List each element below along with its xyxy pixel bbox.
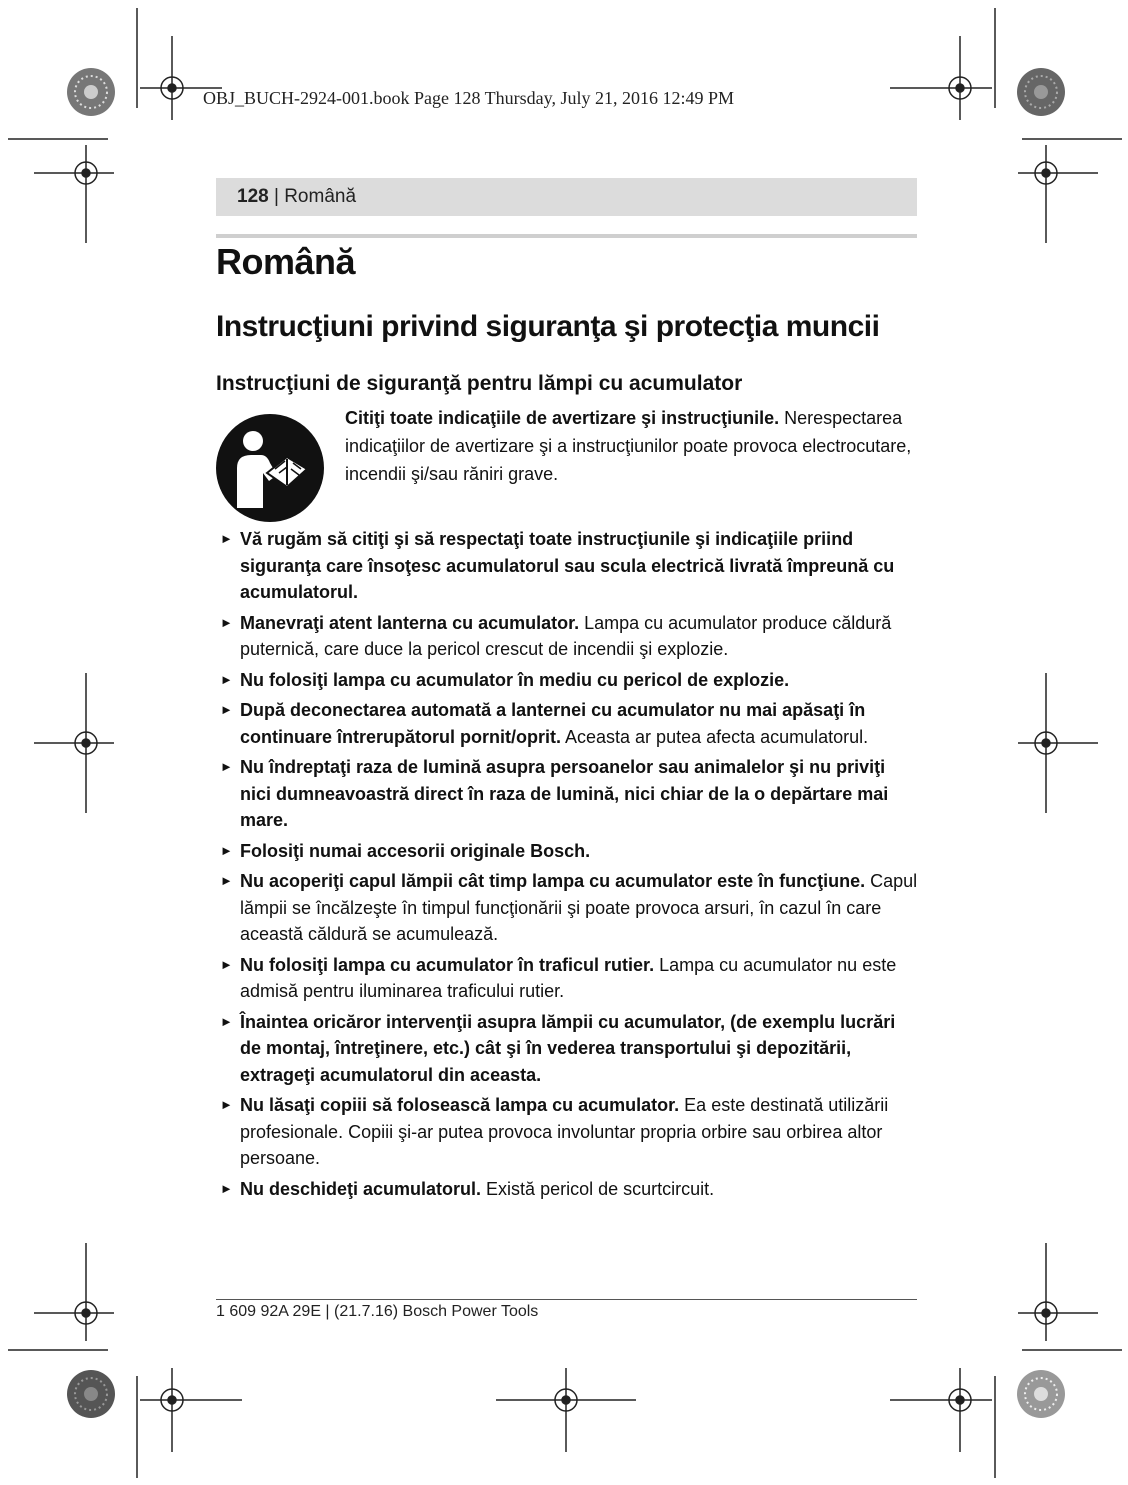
header-rule [216,234,917,238]
list-item [218,1176,920,1203]
item-bold: Nu acoperiţi capul lămpii cât timp lampa cu acumulator este în funcţiune. [240,871,866,891]
warning-paragraph [345,404,920,488]
list-item [218,1092,920,1172]
bullet-icon: ► [220,759,233,774]
item-text: Capul lămpii se încălzeşte în timpul funcţionării şi poate provoca arsuri, în cazul în care această căldură se acumulează. [240,871,918,944]
read-manual-icon [215,413,325,523]
list-item [218,754,920,834]
list-item [218,952,920,1005]
page-footer: 1 609 92A 29E | (21.7.16) Bosch Power Tools [216,1303,539,1320]
item-text: Lampa cu acumulator produce căldură puternică, care duce la pericol crescut de incendii şi explozie. [240,612,892,659]
item-text: Aceasta ar putea afecta acumulatorul. [561,726,869,747]
item-bold: Nu folosiţi lampa cu acumulator în mediu cu pericol de explozie. [240,669,790,690]
bullet-icon: ► [220,531,233,546]
item-text: Ea este destinată utilizării profesionale. Copiii şi-ar putea provoca involuntar propria orbire sau orbirea altor persoane. [240,1095,889,1168]
header-separator: | [268,186,285,207]
bullet-icon: ► [220,842,233,858]
list-item [218,610,920,663]
page-number: 128 [237,186,269,207]
list-item [218,838,920,865]
page-title: Română [216,241,356,282]
footer-rule [216,1299,917,1300]
page-header-text [237,186,356,208]
item-bold: Înaintea oricăror intervenţii asupra lămpii cu acumulator, (de exemplu lucrări de montaj, întreţinere, etc.) cât şi în vederea transportului şi depozitării, extrageţi acumulatorul din aceasta. [240,1011,896,1085]
page-header-bar [216,178,917,216]
list-item [218,697,920,750]
item-text: Există pericol de scurtcircuit. [481,1178,715,1199]
bullet-icon: ► [220,614,233,630]
item-bold: Folosiţi numai accesorii originale Bosch. [240,840,591,861]
item-bold: Nu lăsaţi copiii să folosească lampa cu acumulator. [240,1095,680,1115]
bullet-icon: ► [220,1097,233,1112]
warning-text: Nerespectarea indicaţiilor de avertizare şi a instrucţiunilor poate provoca electrocutare, incendii şi/sau răniri grave. [345,408,912,484]
warning-bold: Citiţi toate indicaţiile de avertizare şi instrucţiunile. [345,408,780,428]
book-slug-line: OBJ_BUCH-2924-001.book Page 128 Thursday, July 21, 2016 12:49 PM [203,88,735,108]
item-bold: Manevraţi atent lanterna cu acumulator. [240,612,580,633]
bullet-icon: ► [220,873,233,888]
item-bold: Nu deschideţi acumulatorul. [240,1178,482,1199]
list-item [218,526,920,606]
list-item [218,667,920,694]
bullet-icon: ► [220,1180,233,1196]
item-text: Lampa cu acumulator nu este admisă pentru iluminarea traficului rutier. [240,954,897,1001]
item-bold: Nu îndreptaţi raza de lumină asupra persoanelor sau animalelor şi nu priviţi nici dumneavoastră direct în raza de lumină, nici chiar de la o depărtare mai mare. [240,757,889,830]
bullet-icon: ► [220,702,233,717]
bullet-icon: ► [220,956,233,972]
list-item [218,1009,920,1089]
bullet-icon: ► [220,1013,233,1029]
subsection-heading: Instrucţiuni de siguranţă pentru lămpi cu acumulator [216,372,743,395]
section-heading: Instrucţiuni privind siguranţa şi protecţia muncii [216,310,880,343]
list-item [218,868,920,948]
header-section: Română [284,186,357,207]
item-bold: Nu folosiţi lampa cu acumulator în traficul rutier. [240,954,655,975]
bullet-icon: ► [220,671,233,687]
item-bold: După deconectarea automată a lanternei cu acumulator nu mai apăsaţi în continuare întrerupătorul pornit/oprit. [240,700,866,747]
safety-list [218,526,920,1206]
item-bold: Vă rugăm să citiţi şi să respectaţi toate instrucţiunile şi indicaţiile priind siguranţa care însoţesc acumulatorul sau scula electrică livrată împreună cu acumulatorul. [240,529,895,602]
